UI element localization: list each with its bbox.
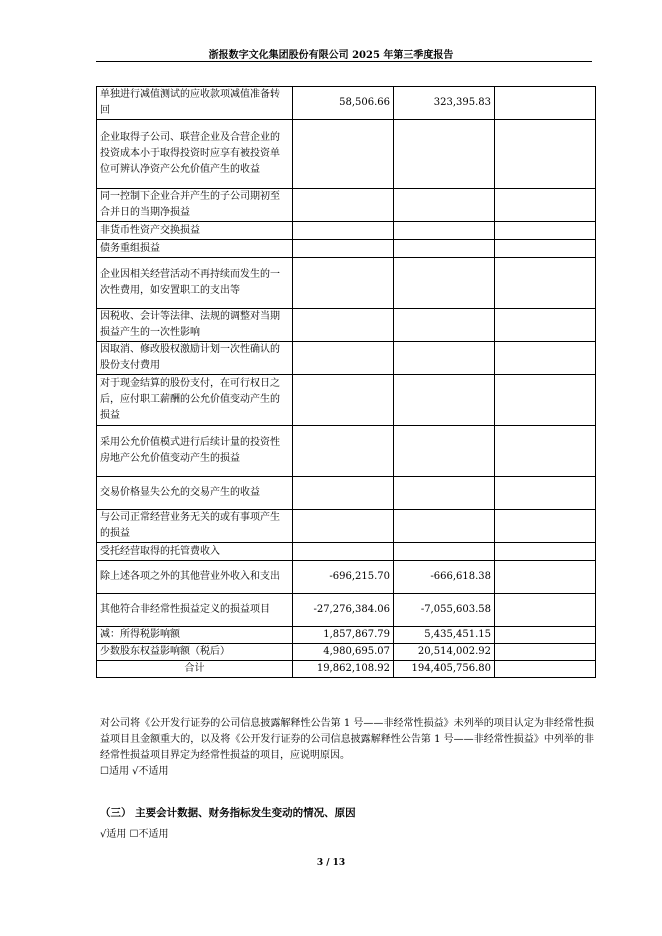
row-current-value [293,510,394,543]
row-item: 债务重组损益 [97,240,293,258]
row-item: 除上述各项之外的其他营业外收入和支出 [97,561,293,594]
row-note [495,477,596,510]
row-item: 采用公允价值模式进行后续计量的投资性房地产公允价值变动产生的损益 [97,426,293,477]
table-row [97,594,596,627]
table-row [97,222,596,240]
row-current-value [293,342,394,375]
row-current-value: -696,215.70 [293,561,394,594]
row-current-value: 1,857,867.79 [293,627,394,644]
row-item: 交易价格显失公允的交易产生的收益 [97,477,293,510]
row-current-value [293,426,394,477]
row-note [495,561,596,594]
row-ytd-value [394,375,495,426]
row-ytd-value [394,477,495,510]
note-applicability: ☐适用 √不适用 [100,766,169,777]
table-row [97,561,596,594]
row-note [495,258,596,309]
row-current-value: 4,980,695.07 [293,644,394,661]
row-item: 企业取得子公司、联营企业及合营企业的投资成本小于取得投资时应享有被投资单位可辨认净资产公允价值产生的收益 [97,120,293,189]
row-ytd-value: -666,618.38 [394,561,495,594]
section-title: （三） 主要会计数据、财务指标发生变动的情况、原因 [100,807,356,819]
table-row [97,87,596,120]
row-note [495,510,596,543]
explanatory-note [100,716,594,780]
table-row [97,510,596,543]
row-current-value [293,309,394,342]
row-ytd-value: 194,405,756.80 [394,661,495,678]
row-current-value: 58,506.66 [293,87,394,120]
row-ytd-value [394,258,495,309]
row-current-value [293,477,394,510]
table-row [97,477,596,510]
page-number: 3 / 13 [316,858,346,868]
row-item: 同一控制下企业合并产生的子公司期初至合并日的当期净损益 [97,189,293,222]
note-paragraph: 对公司将《公开发行证券的公司信息披露解释性公告第 1 号——非经常性损益》未列举的项目认定为非经常性损益项目且金额重大的，以及将《公开发行证券的公司信息披露解释性公告第 1 号——非经常性损益》中列举的非经常性损益项目界定为经常性损益的项目，应说明原因。 [100,718,594,761]
row-ytd-value: 5,435,451.15 [394,627,495,644]
row-item: 受托经营取得的托管费收入 [97,543,293,561]
row-note [495,594,596,627]
table-row [97,627,596,644]
row-item: 少数股东权益影响额（税后） [97,644,293,661]
row-item: 非货币性资产交换损益 [97,222,293,240]
row-ytd-value: 323,395.83 [394,87,495,120]
row-current-value [293,240,394,258]
row-current-value [293,258,394,309]
row-note [495,426,596,477]
row-current-value [293,222,394,240]
page-header: 浙报数字文化集团股份有限公司 2025 年第三季度报告 [208,50,454,61]
row-ytd-value [394,240,495,258]
row-note [495,240,596,258]
row-ytd-value [394,426,495,477]
row-ytd-value [394,222,495,240]
row-item: 其他符合非经常性损益定义的损益项目 [97,594,293,627]
row-note [495,222,596,240]
row-note [495,661,596,678]
row-item: 单独进行减值测试的应收款项减值准备转回 [97,87,293,120]
row-ytd-value [394,510,495,543]
table-row [97,644,596,661]
row-current-value [293,189,394,222]
row-note [495,120,596,189]
row-ytd-value [394,309,495,342]
table-row [97,189,596,222]
table-row-total [97,661,596,678]
table-row [97,309,596,342]
row-ytd-value [394,543,495,561]
table-row [97,120,596,189]
row-note [495,309,596,342]
row-item: 与公司正常经营业务无关的或有事项产生的损益 [97,510,293,543]
row-current-value: 19,862,108.92 [293,661,394,678]
row-item: 企业因相关经营活动不再持续而发生的一次性费用，如安置职工的支出等 [97,258,293,309]
table-row [97,375,596,426]
row-note [495,375,596,426]
row-item: 对于现金结算的股份支付，在可行权日之后，应付职工薪酬的公允价值变动产生的损益 [97,375,293,426]
row-note [495,189,596,222]
row-item: 因取消、修改股权激励计划一次性确认的股份支付费用 [97,342,293,375]
non-recurring-gains-table [96,86,596,678]
table-row [97,426,596,477]
row-current-value [293,375,394,426]
row-ytd-value: 20,514,002.92 [394,644,495,661]
row-note [495,627,596,644]
row-note [495,342,596,375]
row-ytd-value [394,342,495,375]
row-note [495,543,596,561]
row-ytd-value: -7,055,603.58 [394,594,495,627]
table-row [97,258,596,309]
row-item: 合计 [97,661,293,678]
row-item: 减：所得税影响额 [97,627,293,644]
row-current-value [293,120,394,189]
header-divider [96,61,592,62]
section-applicability: √适用 ☐不适用 [100,829,169,840]
row-current-value: -27,276,384.06 [293,594,394,627]
row-note [495,87,596,120]
row-ytd-value [394,120,495,189]
row-note [495,644,596,661]
table-row [97,240,596,258]
table-row [97,543,596,561]
row-current-value [293,543,394,561]
row-item: 因税收、会计等法律、法规的调整对当期损益产生的一次性影响 [97,309,293,342]
row-ytd-value [394,189,495,222]
table-row [97,342,596,375]
